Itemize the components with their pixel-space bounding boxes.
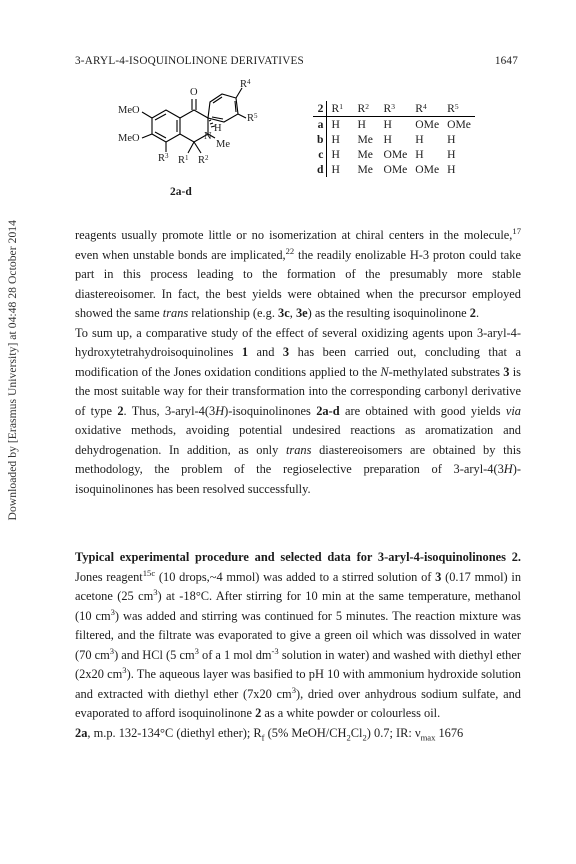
table-cell: Me xyxy=(357,133,373,146)
row-key: c xyxy=(313,147,327,162)
table-header-row xyxy=(313,101,475,117)
table-cell: H xyxy=(415,133,424,146)
header-r4: $R^4$ xyxy=(411,101,443,117)
table-cell: H xyxy=(447,163,456,176)
carbonyl-oxygen-label: O xyxy=(190,87,198,98)
table-cell: H xyxy=(383,133,392,146)
table-cell: OMe xyxy=(447,118,471,131)
paragraph-data-2a: 2a, m.p. 132-134°C (diethyl ether); $R_f$ (5% MeOH/$CH_2Cl_2$) 0.7; IR: $\nu_{max}$ 1676 xyxy=(75,725,464,742)
table-cell: H xyxy=(447,133,456,146)
structure-bonds xyxy=(118,80,278,185)
r5-label: $R^5$ xyxy=(247,112,258,124)
nitrogen-label: N xyxy=(204,131,212,142)
table-cell: OMe xyxy=(383,148,408,161)
r1-label: $R^1$ xyxy=(178,154,189,166)
table-cell: Me xyxy=(357,148,373,161)
header-r2: $R^2$ xyxy=(353,101,379,117)
header-r1: $R^1$ xyxy=(327,101,354,117)
row-key: a xyxy=(313,117,327,133)
table-cell: OMe xyxy=(383,163,408,176)
meo-label-bottom: MeO xyxy=(118,133,140,144)
n-methyl-label: Me xyxy=(216,139,230,150)
header-r3: $R^3$ xyxy=(379,101,411,117)
meo-label-top: MeO xyxy=(118,105,140,116)
table-cell: H xyxy=(331,118,340,131)
page-number: 1647 xyxy=(494,55,518,67)
r2-label: $R^2$ xyxy=(198,154,209,166)
table-cell: H xyxy=(357,118,366,131)
table-cell: H xyxy=(383,118,392,131)
hydrogen-label: H xyxy=(214,123,222,134)
table-row xyxy=(313,162,475,177)
table-corner: 2 xyxy=(313,101,327,117)
table-cell: H xyxy=(447,148,456,161)
download-watermark xyxy=(2,150,22,590)
table-cell: H xyxy=(331,133,340,146)
paragraph-isomerization: reagents usually promote little or no isomerization at chiral centers in the molecule,$^{17}$ even when unstable bonds are implicated,$^{22}$ the readily enolizable H-3 proton could take part in this process leading to the formation of the presumably more stable diastereoisomer. In fact, the best yields were obtained when the precursor employed showed the same trans relationship (e.g. 3c, 3e) as the resulting isoquinolinone 2. xyxy=(75,225,521,320)
compound-label: 2a-d xyxy=(170,186,192,198)
procedure-heading: Typical experimental procedure and selected data for 3-aryl-4-isoquinolinones 2. xyxy=(75,550,521,564)
paragraph-conclusion: To sum up, a comparative study of the effect of several oxidizing agents upon 3-aryl-4-hydroxytetrahydroisoquinolines 1 and 3 has been carried out, concluding that a modification of the Jones oxidation conditions applied to the N-methylated substrates 3 is the most suitable way for their transformation into the corresponding carbonyl derivative of type 2. Thus, 3-aryl-4(3H)-isoquinolinones 2a-d are obtained with good yields via oxidative methods, avoiding potential undesired reactions as aromatization and dehydrogenation. In addition, as only trans diastereoisomers are obtained by this methodology, the problem of the regioselective preparation of 3-aryl-4(3H)-isoquinolinones has been resolved successfully. xyxy=(75,325,522,496)
body-text-experimental xyxy=(75,548,521,743)
table-row xyxy=(313,132,475,147)
table-cell: Me xyxy=(357,163,373,176)
row-key: b xyxy=(313,132,327,147)
r3-label: $R^3$ xyxy=(158,152,169,164)
r4-label: $R^4$ xyxy=(240,78,251,90)
body-text-main xyxy=(75,226,521,499)
table-cell: H xyxy=(415,148,424,161)
table-cell: OMe xyxy=(415,163,440,176)
running-title: 3-ARYL-4-ISOQUINOLINONE DERIVATIVES xyxy=(75,55,304,67)
table-row xyxy=(313,147,475,162)
chemical-structure-2a-d xyxy=(118,80,278,200)
header-r5: $R^5$ xyxy=(443,101,475,117)
table-cell: H xyxy=(331,163,340,176)
table-cell: OMe xyxy=(415,118,440,131)
substituent-table xyxy=(313,101,475,177)
running-header xyxy=(75,55,518,71)
row-key: d xyxy=(313,162,327,177)
paragraph-procedure: Typical experimental procedure and selected data for 3-aryl-4-isoquinolinones 2. Jones reagent$^{15c}$ (10 drops,~4 mmol) was added to a stirred solution of 3 (0.17 mmol) in acetone (25 $cm^3$) at -18°C. After stirring for 10 min at the same temperature, methanol (10 $cm^3$) was added and stirring was continued for 5 minutes. The reaction mixture was filtered, and the filtrate was evaporated to give a green oil which was dissolved in water (70 $cm^3$) and HCl (5 $cm^3$ of a 1 mol $dm^{-3}$ solution in water) and washed with diethyl ether (2x20 $cm^3$). The aqueous layer was basified to pH 10 with ammonium hydroxide solution and extracted with diethyl ether (7x20 $cm^3$), dried over anhydrous sodium sulfate, and evaporated to afford isoquinolinone 2 as a white powder or colourless oil. xyxy=(75,550,522,720)
download-watermark-text: Downloaded by [Erasmus University] at 04:48 28 October 2014 xyxy=(5,219,19,521)
table-row xyxy=(313,117,475,133)
table-cell: H xyxy=(331,148,340,161)
